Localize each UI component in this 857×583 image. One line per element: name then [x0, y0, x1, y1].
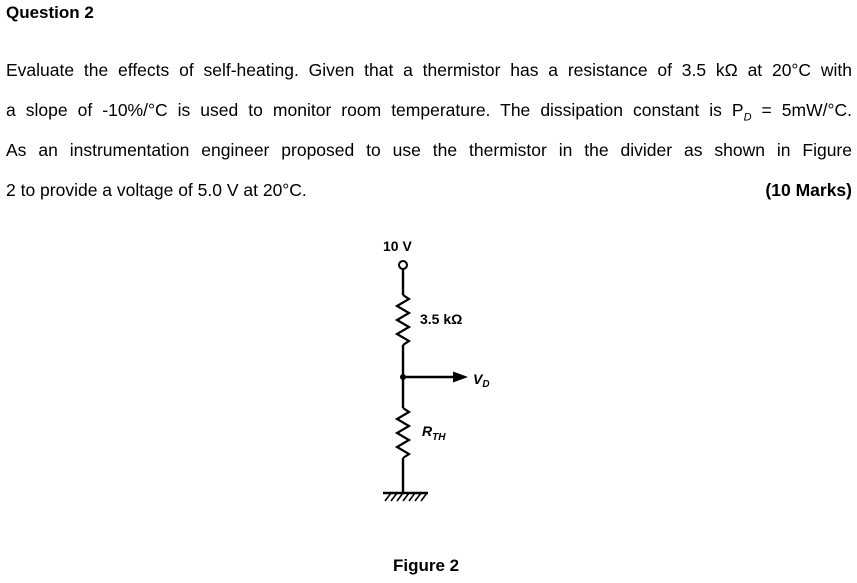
thermistor-symbol [397, 408, 409, 458]
question-line-2 [6, 90, 852, 130]
question-line-2-text: a slope of -10%/°C is used to monitor room temperature. The dissipation constant is P [6, 100, 744, 120]
figure-caption: Figure 2 [393, 556, 460, 575]
thermistor-label [422, 423, 446, 443]
supply-label: 10 V [383, 238, 412, 254]
output-arrow-icon [453, 372, 468, 383]
question-line-4 [6, 170, 852, 210]
thermistor-label-subscript: TH [432, 432, 446, 443]
question-line-1: Evaluate the effects of self-heating. Given that a thermistor has a resistance of 3.5 kΩ at 20°C with [6, 60, 852, 80]
output-label-main: V [473, 371, 483, 387]
resistor-label: 3.5 kΩ [420, 311, 463, 327]
circuit-figure [360, 232, 520, 522]
resistor-symbol [397, 295, 409, 345]
question-line-3: As an instrumentation engineer proposed to use the thermistor in the divider as shown in Figure [6, 140, 852, 160]
output-label-subscript: D [482, 379, 490, 390]
dissipation-subscript: D [743, 111, 752, 124]
supply-terminal [399, 261, 407, 269]
circuit-diagram [360, 232, 520, 522]
question-title: Question 2 [6, 3, 94, 22]
output-label [473, 371, 490, 390]
marks-label: (10 Marks) [765, 180, 852, 200]
question-body [6, 50, 852, 210]
question-line-4-text: 2 to provide a voltage of 5.0 V at 20°C. [6, 180, 307, 200]
thermistor-label-main: R [422, 423, 433, 439]
question-line-2-tail: = 5mW/°C. [751, 100, 852, 120]
